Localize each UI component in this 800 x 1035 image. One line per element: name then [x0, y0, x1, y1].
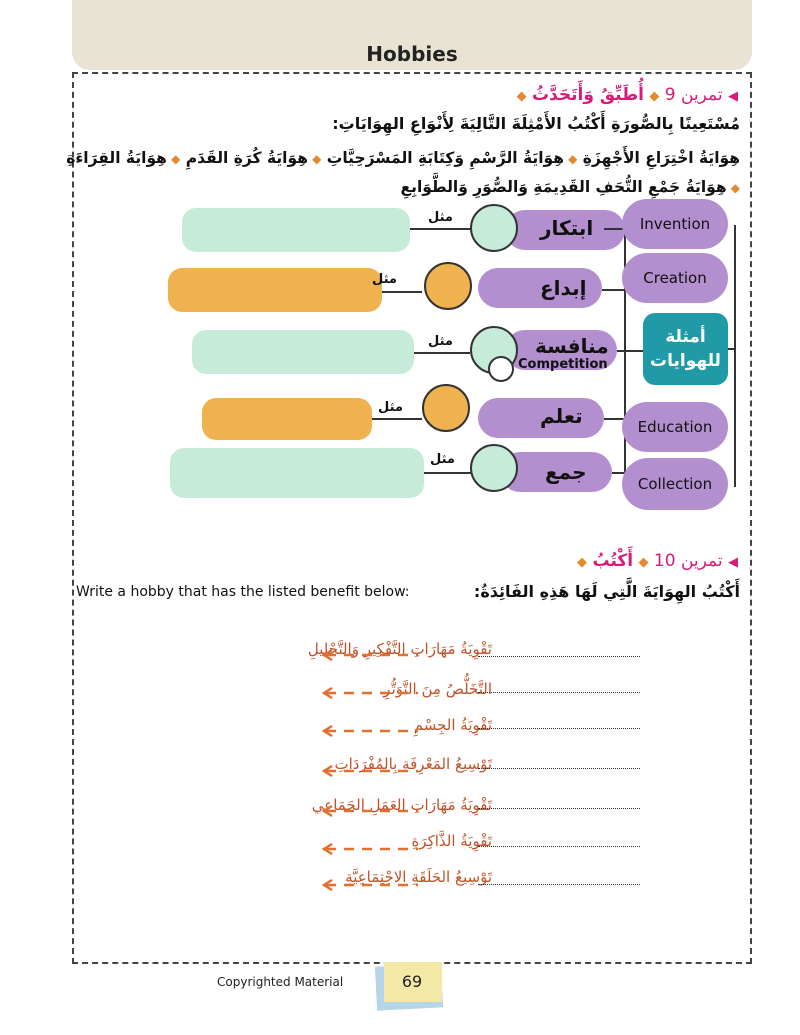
collector-icon: [470, 444, 518, 492]
category-cloud: Creation: [622, 253, 728, 303]
connector-line: [424, 472, 472, 474]
category-label-ar: منافسة: [535, 334, 609, 358]
hobby-item: هِوَايَةُ جَمْعِ التُّحَفِ القَدِيمَةِ وَالصُّوَرِ وَالطَّوَابِعِ: [400, 178, 727, 196]
category-label-ar: إبداع: [540, 276, 587, 300]
answer-line[interactable]: [478, 846, 640, 847]
arrow-left-icon: [322, 764, 422, 778]
diamond-icon: ◆: [166, 152, 181, 166]
connector-line: [728, 348, 736, 350]
arrow-left-icon: [322, 686, 422, 700]
connector-line: [617, 350, 643, 352]
answer-box-education[interactable]: [202, 398, 372, 440]
hobby-item: هِوَايَةُ اخْتِرَاعِ الأَجْهِزَةِ: [582, 149, 740, 167]
reader-icon: [422, 384, 470, 432]
center-topic-line: للهوايات: [650, 351, 721, 371]
exercise-10-instruction-ar: أَكْتُبُ الهِوَايَةَ الَّتِي لَهَا هَذِهِ الفَائِدَةُ:: [473, 582, 740, 601]
exercise-number: 10: [653, 551, 676, 571]
answer-line[interactable]: [478, 884, 640, 885]
answer-box-creation[interactable]: [168, 268, 382, 312]
exercise-10-instruction-en: Write a hobby that has the listed benefit below:: [76, 584, 410, 600]
inventor-icon: [470, 204, 518, 252]
category-label-ar: ابتكار: [540, 216, 594, 240]
hobby-item: هِوَايَةُ القِرَاءَةِ: [66, 149, 167, 167]
arrow-left-icon: [322, 804, 422, 818]
exercise-label: تمرين: [680, 551, 723, 571]
triangle-icon: ◀: [728, 555, 738, 570]
answer-line[interactable]: [478, 692, 640, 693]
benefit-text: التَّخَلُّصُ مِنَ التَّوَتُّرِ: [383, 680, 492, 698]
diamond-icon: ◆: [516, 89, 527, 104]
diamond-icon: ◆: [726, 181, 740, 195]
benefit-text: تَقْوِيَةُ مَهَارَاتِ التَّفْكِيرِ وَالتَّحْلِيلِ: [307, 640, 492, 658]
answer-box-collection[interactable]: [170, 448, 424, 498]
answer-box-invention[interactable]: [182, 208, 410, 252]
diamond-icon: ◆: [638, 555, 649, 570]
category-label-ar: جمع: [545, 460, 587, 484]
category-cloud: Collection: [622, 458, 728, 510]
example-label: مثل: [428, 334, 453, 349]
arrow-left-icon: [322, 842, 422, 856]
triangle-icon: ◀: [728, 89, 738, 104]
benefit-text: تَوْسِيعُ المَعْرِفَةِ بِالمُفْرَدَاتِ: [334, 755, 492, 773]
exercise-label: تمرين: [680, 85, 723, 105]
diamond-icon: ◆: [649, 89, 660, 104]
arrow-left-icon: [322, 648, 422, 662]
copyright-text: Copyrighted Material: [217, 975, 344, 989]
center-topic: [643, 313, 728, 385]
hobby-list: [60, 144, 740, 202]
connector-line: [410, 228, 470, 230]
diamond-icon: ◆: [307, 152, 322, 166]
soccer-ball-icon: [488, 356, 514, 382]
benefit-text: تَقْوِيَةُ الذَّاكِرَةِ: [411, 832, 492, 850]
category-label-ar: تعلم: [540, 404, 583, 428]
connector-line: [602, 289, 626, 291]
page-number: 69: [401, 972, 423, 991]
example-label: مثل: [372, 272, 397, 287]
exercise-verb: أُطَبِّقُ وَأَتَحَدَّثُ: [531, 85, 644, 105]
category-label-en: Competition: [518, 357, 608, 372]
connector-line: [382, 291, 422, 293]
diamond-icon: ◆: [563, 152, 578, 166]
example-label: مثل: [378, 400, 403, 415]
exercise-9-instruction: مُسْتَعِينًا بِالصُّورَةِ أَكْتُبُ الأَمْثِلَةَ التَّالِيَةَ لِأَنْوَاعِ الهِوَايَاتِ:: [332, 114, 740, 133]
answer-line[interactable]: [478, 728, 640, 729]
arrow-left-icon: [322, 878, 422, 892]
exercise-10-title: [577, 551, 738, 571]
hobby-item: هِوَايَةُ الرَّسْمِ وَكِتَابَةِ المَسْرَحِيَّاتِ: [326, 149, 564, 167]
exercise-verb: أَكْتُبُ: [592, 551, 634, 571]
connector-line: [414, 352, 470, 354]
example-label: مثل: [428, 210, 453, 225]
exercise-number: 9: [664, 85, 676, 105]
example-label: مثل: [430, 452, 455, 467]
hobby-item: هِوَايَةُ كُرَةِ القَدَمِ: [185, 149, 308, 167]
page-title: Hobbies: [366, 42, 458, 66]
arrow-left-icon: [322, 724, 422, 738]
connector-line: [372, 418, 422, 420]
category-cloud: Invention: [622, 199, 728, 249]
benefit-text: تَقْوِيَةُ مَهَارَاتِ العَمَلِ الجَمَاعِي: [311, 796, 492, 814]
spine-line: [734, 225, 736, 487]
answer-line[interactable]: [478, 768, 640, 769]
center-topic-line: أمثلة: [665, 327, 706, 347]
category-cloud: Education: [622, 402, 728, 452]
answer-box-competition[interactable]: [192, 330, 414, 374]
diamond-icon: ◆: [577, 555, 588, 570]
benefit-text: تَقْوِيَةُ الجِسْمِ: [413, 716, 492, 734]
benefit-text: تَوْسِيعُ الحَلَقَةِ الاجْتِمَاعِيَّةِ: [345, 868, 492, 886]
answer-line[interactable]: [478, 808, 640, 809]
exercise-9-title: [517, 85, 738, 105]
page-header: [72, 0, 752, 70]
answer-line[interactable]: [478, 656, 640, 657]
artist-icon: [424, 262, 472, 310]
